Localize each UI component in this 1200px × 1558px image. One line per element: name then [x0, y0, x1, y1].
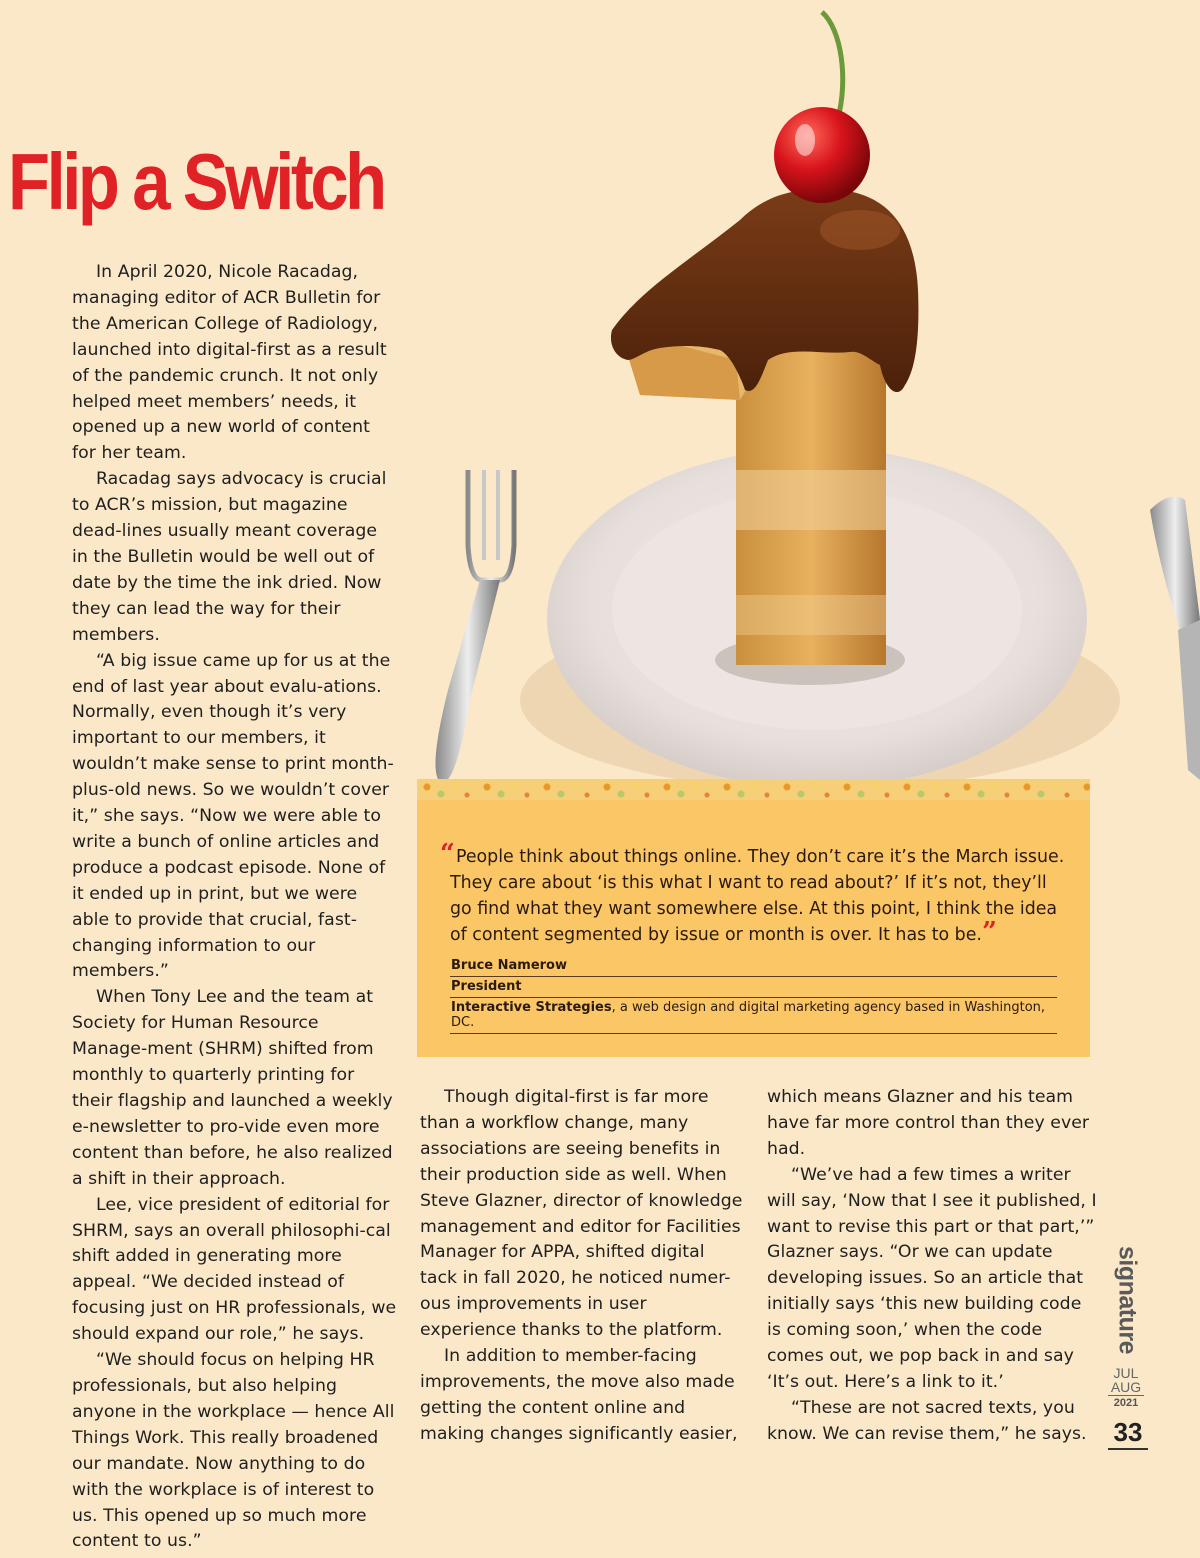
issue-year: 2021 [1113, 1397, 1139, 1409]
knife-icon [1150, 497, 1200, 780]
attribution-name: Bruce Namerow [451, 958, 567, 973]
paragraph: “These are not sacred texts, you know. We can revise them,” he says. [767, 1397, 1087, 1444]
attribution-org-row [450, 998, 1057, 1034]
paragraph: “A big issue came up for us at the end of last year about evalu-ations. Normally, even though it’s very important to our members, it wouldn’t make sense to print month-plus-old news. So we wouldn’t cover it,” she says. “Now we were able to write a bunch of online articles and produce a podcast episode. None of it ended up in print, but we were able to provide that crucial, fast-changing information to our members.” [72, 650, 394, 982]
issue-month-2: AUG [1108, 1380, 1144, 1396]
article-headline: Flip a Switch [8, 137, 384, 226]
cake-number-one-illustration [400, 0, 1200, 800]
page-number: 33 [1108, 1418, 1148, 1450]
magazine-brand: signature [1113, 1245, 1142, 1355]
fork-icon [436, 470, 515, 783]
pull-quote [440, 839, 1070, 948]
pull-quote-box [417, 800, 1090, 1057]
attribution-name-row [450, 955, 1057, 977]
attribution-org: Interactive Strategies [451, 1000, 612, 1015]
attribution-title: President [451, 979, 522, 994]
article-column-3 [767, 1085, 1097, 1448]
paragraph: “We’ve had a few times a writer will say, ‘Now that I see it published, I want to revise this part or that part,’” Glazner says. “Or we can update developing issues. So an article that initially says ‘this new building code is coming soon,’ when the code comes out, we pop back in and say ‘It’s out. Here’s a link to it.’ [767, 1164, 1097, 1392]
attribution-title-row [450, 977, 1057, 998]
confetti-band [417, 779, 1090, 801]
issue-month-1: JUL [1113, 1365, 1139, 1381]
paragraph: When Tony Lee and the team at Society for Human Resource Manage-ment (SHRM) shifted from monthly to quarterly printing for their flagship and launched a weekly e-newsletter to pro-vide even more content than before, he also realized a shift in their approach. [72, 987, 393, 1189]
paragraph: which means Glazner and his team have far more control than they ever had. [767, 1087, 1090, 1159]
open-quote-mark: “ [440, 839, 455, 869]
paragraph: “We should focus on helping HR professionals, but also helping anyone in the workplace — hence All Things Work. This really broadened our mandate. Now anything to do with the workplace is of interest to us. This opened up so much more content to us.” [72, 1350, 395, 1552]
close-quote-mark: ” [981, 917, 997, 947]
article-column-1 [72, 260, 398, 1555]
quote-attribution [450, 955, 1057, 1034]
paragraph: Lee, vice president of editorial for SHRM, says an overall philosophi-cal shift added in generating more appeal. “We decided instead of focusing just on HR professionals, we should expand our role,” he says. [72, 1194, 397, 1345]
paragraph: Though digital-first is far more than a workflow change, many associations are seeing benefits in their production side as well. When Steve Glazner, director of knowledge management and editor for Facilities Manager for APPA, shifted digital tack in fall 2020, he noticed numer-ous improvements in user experience thanks to the platform. [420, 1087, 743, 1341]
attribution-org-description: , a web design and digital marketing agency based in Washington, DC. [451, 1000, 1046, 1030]
paragraph: In April 2020, Nicole Racadag, managing editor of ACR Bulletin for the American College of Radiology, launched into digital-first as a result of the pandemic crunch. It not only helped meet members’ needs, it opened up a new world of content for her team. [72, 262, 387, 464]
paragraph: Racadag says advocacy is crucial to ACR’s mission, but magazine dead-lines usually meant coverage in the Bulletin would be well out of date by the time the ink dried. Now they can lead the way for their members. [72, 469, 387, 645]
pull-quote-text: People think about things online. They don’t care it’s the March issue. They care about ‘is this what I want to read about?’ If it’s not, they’ll go find what they want somewhere else. At this point, I think the idea of content segmented by issue or month is over. It has to be. [450, 847, 1065, 945]
paragraph: In addition to member-facing improvements, the move also made getting the content online and making changes significantly easier, [420, 1346, 738, 1444]
article-column-2 [420, 1085, 744, 1448]
